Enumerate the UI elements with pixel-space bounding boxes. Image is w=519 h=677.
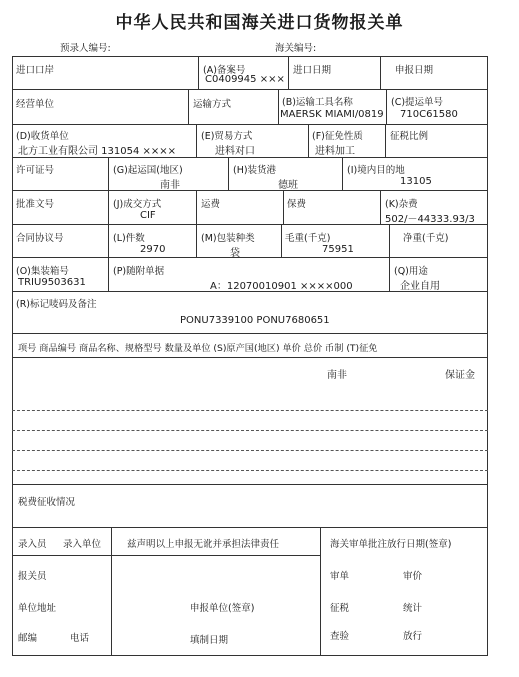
bill-no-value: 710C61580: [400, 109, 458, 120]
levy-nature-value: 进料加工: [315, 146, 355, 157]
goods-table-header: 项号 商品编号 商品名称、规格型号 数量及单位 (S)原产国(地区) 单价 总价 币制 (T)征免: [18, 343, 378, 354]
record-no-value: C0409945 ×××: [205, 74, 285, 85]
operator-label: 经营单位: [16, 99, 55, 110]
entry-clerk-label: 录入员: [18, 539, 47, 550]
bill-no-label: (C)提运单号: [391, 97, 444, 108]
approval-no-label: 批准文号: [16, 199, 55, 210]
col-divider: [196, 190, 197, 224]
tax-levy-label: 征税: [330, 603, 350, 614]
row-divider: [12, 124, 488, 125]
release-label: 放行: [403, 631, 423, 642]
transport-name-value: MAERSK MIAMI/0819: [280, 109, 384, 120]
attached-docs-label: (P)随附单据: [113, 266, 165, 277]
row-divider: [12, 527, 488, 528]
form-title: 中华人民共和国海关进口货物报关单: [115, 13, 404, 33]
declare-unit-label: 申报单位(签章): [190, 603, 255, 614]
row-divider: [12, 89, 488, 90]
col-divider: [389, 257, 390, 291]
col-divider: [389, 224, 390, 257]
customs-approval-label: 海关审单批注放行日期(签章): [330, 539, 452, 550]
trade-mode-value: 进料对口: [215, 146, 255, 157]
record-no-label: (A)备案号: [203, 65, 246, 76]
trade-mode-label: (E)贸易方式: [201, 131, 253, 142]
col-divider: [196, 224, 197, 257]
package-type-label: (M)包装种类: [201, 233, 255, 244]
origin-country-label: (G)起运国(地区): [113, 165, 183, 176]
unit-address-label: 单位地址: [18, 603, 57, 614]
deal-mode-label: (J)成交方式: [113, 199, 162, 210]
transport-mode-label: 运输方式: [193, 99, 232, 110]
col-divider: [108, 257, 109, 291]
goods-dashed-line: [12, 430, 488, 431]
row-divider: [12, 333, 488, 334]
gross-weight-label: 毛重(千克): [285, 233, 331, 244]
customs-no-label: 海关编号:: [275, 43, 317, 54]
col-divider: [228, 157, 229, 190]
goods-levy-value: 保证金: [445, 370, 475, 381]
row-divider: [12, 157, 488, 158]
transport-name-label: (B)运输工具名称: [282, 97, 353, 108]
col-divider: [380, 56, 381, 90]
container-no-value: TRIU9503631: [18, 277, 86, 288]
loading-port-label: (H)装货港: [233, 165, 277, 176]
gross-weight-value: 75951: [322, 244, 354, 255]
col-divider: [108, 190, 109, 224]
row-divider: [12, 257, 488, 258]
container-no-label: (O)集装箱号: [16, 266, 69, 277]
col-divider: [188, 89, 189, 124]
pre-entry-no-label: 预录人编号:: [60, 43, 111, 54]
usage-label: (Q)用途: [394, 266, 428, 277]
import-port-label: 进口口岸: [16, 65, 55, 76]
usage-value: 企业自用: [400, 281, 440, 292]
postcode-label: 邮编: [18, 633, 38, 644]
col-divider: [111, 527, 112, 656]
license-no-label: 许可证号: [16, 165, 55, 176]
statistics-label: 统计: [403, 603, 423, 614]
row-divider: [12, 555, 320, 556]
col-divider: [198, 56, 199, 90]
attached-docs-value: A：12070010901 ××××000: [210, 281, 353, 292]
pricing-label: 审价: [403, 571, 423, 582]
col-divider: [386, 89, 387, 124]
net-weight-label: 净重(千克): [403, 233, 449, 244]
col-divider: [278, 89, 279, 124]
col-divider: [108, 224, 109, 257]
marks-label: (R)标记唛码及备注: [16, 299, 97, 310]
goods-dashed-line: [12, 410, 488, 411]
pieces-label: (L)件数: [113, 233, 145, 244]
declarer-label: 报关员: [18, 571, 47, 582]
col-divider: [342, 157, 343, 190]
col-divider: [196, 124, 197, 157]
col-divider: [108, 157, 109, 190]
import-date-label: 进口日期: [293, 65, 332, 76]
levy-nature-label: (F)征免性质: [312, 131, 363, 142]
tax-ratio-label: 征税比例: [390, 131, 429, 142]
inspection-label: 查验: [330, 631, 350, 642]
goods-dashed-line: [12, 450, 488, 451]
row-divider: [12, 190, 488, 191]
phone-label: 电话: [70, 633, 90, 644]
col-divider: [288, 56, 289, 90]
col-divider: [283, 190, 284, 224]
deal-mode-value: CIF: [140, 210, 156, 221]
tax-status-label: 税费征收情况: [18, 497, 76, 508]
misc-fee-label: (K)杂费: [385, 199, 418, 210]
goods-origin-value: 南非: [327, 370, 347, 381]
contract-no-label: 合同协议号: [16, 233, 64, 244]
fill-date-label: 填制日期: [190, 635, 229, 646]
loading-port-value: 德班: [278, 180, 298, 191]
review-label: 审单: [330, 571, 350, 582]
row-divider: [12, 484, 488, 485]
destination-value: 13105: [400, 176, 432, 187]
insurance-label: 保费: [287, 199, 307, 210]
goods-dashed-line: [12, 470, 488, 471]
row-divider: [12, 357, 488, 358]
declaration-statement: 兹声明以上申报无讹并承担法律责任: [127, 539, 280, 550]
freight-label: 运费: [201, 199, 221, 210]
package-type-value: 袋: [230, 248, 240, 259]
pieces-value: 2970: [140, 244, 166, 255]
entry-unit-label: 录入单位: [63, 539, 102, 550]
misc-fee-value: 502/－44333.93/3: [385, 214, 475, 225]
col-divider: [385, 124, 386, 157]
origin-country-value: 南非: [160, 180, 180, 191]
col-divider: [380, 190, 381, 224]
col-divider: [320, 527, 321, 656]
declare-date-label: 申报日期: [395, 65, 434, 76]
consignee-label: (D)收货单位: [16, 131, 69, 142]
col-divider: [308, 124, 309, 157]
destination-label: (I)境内目的地: [347, 165, 405, 176]
consignee-value: 北方工业有限公司 131054 ××××: [18, 146, 177, 157]
marks-value: PONU7339100 PONU7680651: [180, 315, 330, 326]
col-divider: [281, 224, 282, 257]
